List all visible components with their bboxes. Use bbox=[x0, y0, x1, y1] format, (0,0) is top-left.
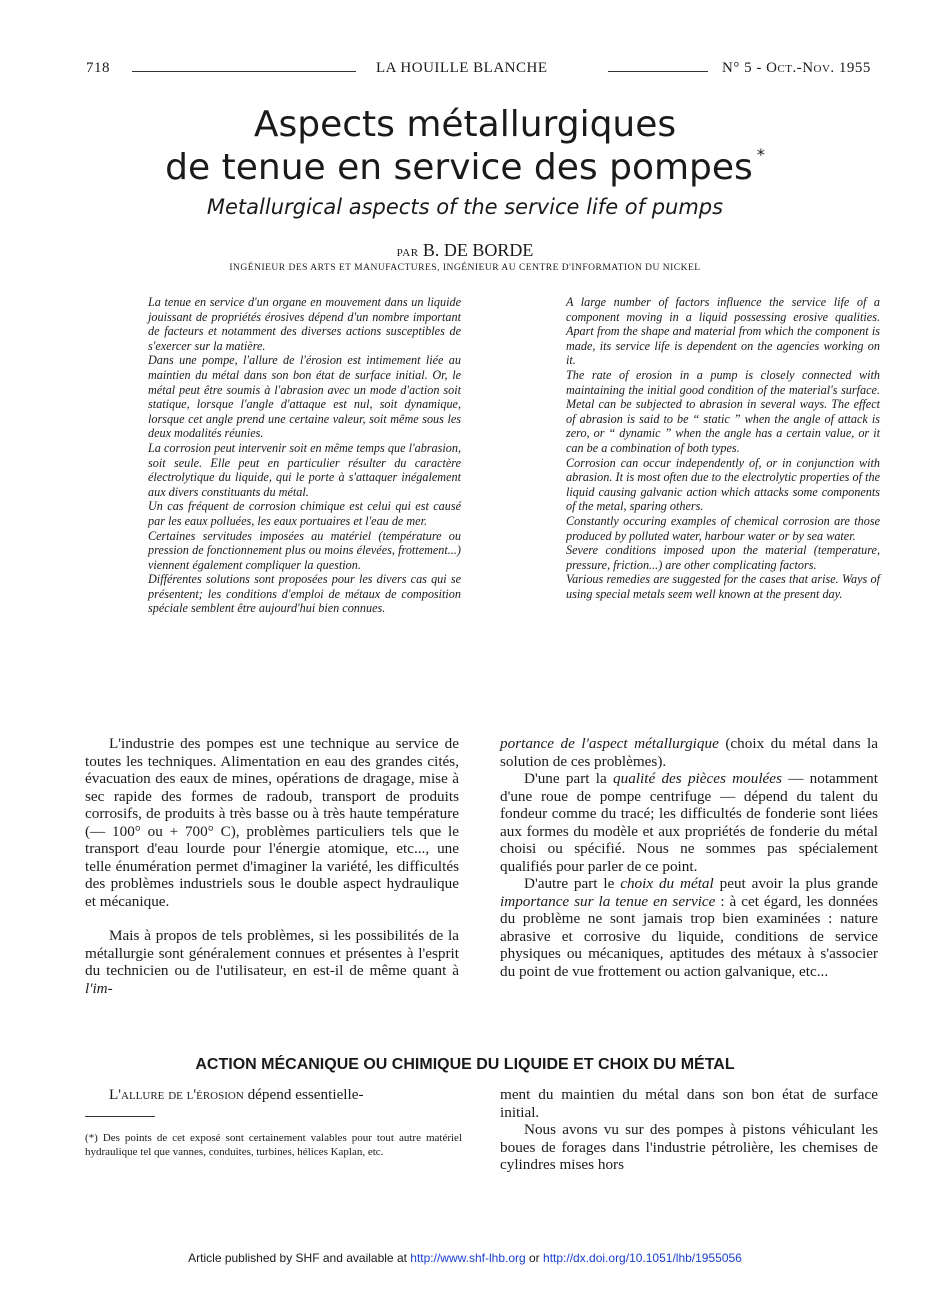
title-line-2 bbox=[0, 147, 930, 188]
abstract-en-paragraph: A large number of factors influence the service life of a component moving in a liquid possessing erosive qualities. Apart from the shape and material from which the component is made, its service life is dependent on the agencies working on it. bbox=[566, 295, 880, 368]
footer-prefix: Article published by SHF and available at bbox=[188, 1251, 411, 1265]
issue-info: N° 5 - Oct.-Nov. 1955 bbox=[722, 60, 871, 76]
section-heading: ACTION MÉCANIQUE OU CHIMIQUE DU LIQUIDE ET CHOIX DU MÉTAL bbox=[195, 1056, 735, 1073]
footer-middle: or bbox=[525, 1251, 544, 1265]
body-paragraph bbox=[500, 735, 878, 770]
abstract-en-paragraph: Severe conditions imposed upon the material (temperature, pressure, friction...) are other complicating factors. bbox=[566, 543, 880, 572]
english-title: Metallurgical aspects of the service life of pumps bbox=[206, 195, 724, 219]
abstract-fr-paragraph: Différentes solutions sont proposées pour les divers cas qui se présentent; les conditions d'emploi de métaux de composition spéciale semblent être aujourd'hui bien connues. bbox=[148, 572, 461, 616]
body-paragraph bbox=[85, 1086, 459, 1104]
abstract-fr-paragraph: Un cas fréquent de corrosion chimique est celui qui est causé par les eaux polluées, les eaux portuaires et l'eau de mer. bbox=[148, 499, 461, 528]
section-column-left bbox=[85, 1086, 459, 1104]
abstract-fr-paragraph: La tenue en service d'un organe en mouvement dans un liquide jouissant de propriétés érosives dépend d'un nombre important de facteurs et notamment des diverses actions susceptibles de s'exercer sur la matière. bbox=[148, 295, 461, 353]
body-text: (choix du métal dans la solution de ces problèmes). bbox=[500, 735, 878, 770]
footer-link-doi[interactable]: http://dx.doi.org/10.1051/lhb/1955056 bbox=[543, 1251, 742, 1265]
abstract-fr-paragraph: Dans une pompe, l'allure de l'érosion est intimement liée au maintien du métal dans son bon état de surface initial. Or, le métal peut être soumis à l'abrasion avec un mode d'action soit statique, lorsque l'angle d'attaque est nul, soit dynamique, lorsque cet angle prend une certaine valeur, soit même sous les deux modalités réunies. bbox=[148, 353, 461, 441]
footnote-rule bbox=[85, 1116, 155, 1117]
abstract-fr-paragraph: Certaines servitudes imposées au matériel (température ou pression de fonctionnement plus ou moins élevées, frottement...) viennent également compliquer la question. bbox=[148, 528, 461, 572]
page-number: 718 bbox=[86, 60, 110, 76]
body-italic-text: portance de l'aspect métallurgique bbox=[500, 735, 719, 752]
publication-footer bbox=[0, 1251, 930, 1265]
body-paragraph: Nous avons vu sur des pompes à pistons véhiculant les boues de forages dans l'industrie pétrolière, les chemises de cylindres mises hors bbox=[500, 1121, 878, 1173]
author-line bbox=[0, 240, 930, 261]
body-italic-text: importance sur la tenue en service bbox=[500, 892, 716, 910]
section-column-right bbox=[500, 1086, 878, 1174]
author-affiliation: INGÉNIEUR DES ARTS ET MANUFACTURES, INGÉNIEUR AU CENTRE D'INFORMATION DU NICKEL bbox=[229, 263, 701, 273]
body-text: peut avoir la plus grande bbox=[713, 875, 878, 892]
header-rule-left bbox=[132, 71, 356, 72]
abstract-en-paragraph: The rate of erosion in a pump is closely connected with maintaining the initial good condition of the material's surface. Metal can be subjected to abrasion in several ways. The effect of abrasion is said to be “ static ” when the angle of attack is zero, or “ dynamic ” when the angle has a certain value, or it can be a combination of both types. bbox=[566, 367, 880, 455]
author-name: B. DE BORDE bbox=[422, 240, 534, 260]
body-text: D'autre part le bbox=[524, 875, 621, 892]
footnote-text: (*) Des points de cet exposé sont certainement valables pour tout autre matériel hydraulique tel que vannes, conduites, turbines, hélices Kaplan, etc. bbox=[85, 1132, 462, 1158]
title-line-2-text: de tenue en service des pompes bbox=[165, 147, 753, 188]
body-text: D'une part la bbox=[524, 770, 613, 787]
body-text: : à cet égard, les données du problème ne sont jamais trop bien examinées : nature abrasive et corrosive du liquide, conditions de service physiques ou mécaniques, aptitudes des métaux à s'associer du point de vue frottement ou action galvanique, etc... bbox=[500, 892, 878, 980]
author-prefix: PAR bbox=[396, 247, 419, 259]
title-line-1: Aspects métallurgiques bbox=[253, 104, 677, 145]
abstract-french bbox=[148, 295, 461, 616]
title-asterisk: * bbox=[756, 145, 765, 164]
journal-name: LA HOUILLE BLANCHE bbox=[376, 60, 548, 76]
body-paragraph bbox=[85, 927, 459, 997]
abstract-en-paragraph: Corrosion can occur independently of, or in conjunction with abrasion. It is most often due to the electrolytic properties of the liquid causing galvanic action which attacks some components of the metal, sparing others. bbox=[566, 455, 880, 514]
body-column-left bbox=[85, 735, 459, 997]
body-paragraph: L'industrie des pompes est une technique au service de toutes les techniques. Alimentation en eau des grandes cités, évacuation des eaux de mines, opérations de dragage, mise à sec rapide des formes de radoub, transport de produits corrosifs, de produits à très basse ou à très haute température (— 100° ou + 700° C), problèmes particuliers tels que le transport d'eau lourde pour l'énergie atomique, etc..., une telle énumération permet d'imaginer la variété, les difficultés des problèmes industriels sous le double aspect hydraulique et mécanique. bbox=[85, 735, 459, 910]
abstract-fr-paragraph: La corrosion peut intervenir soit en même temps que l'abrasion, soit seule. Elle peut en particulier résulter du caractère électrolytique du liquide, qui le porte à s'attaquer inégalement aux divers constituants du métal. bbox=[148, 440, 461, 499]
body-italic-text: l'im- bbox=[85, 979, 113, 997]
footer-link-shf[interactable]: http://www.shf-lhb.org bbox=[410, 1251, 526, 1265]
abstract-english bbox=[566, 295, 880, 601]
body-italic-text: choix du métal bbox=[620, 875, 714, 892]
body-paragraph bbox=[500, 770, 878, 875]
footnote bbox=[85, 1131, 462, 1159]
body-column-right bbox=[500, 735, 878, 980]
body-text: dépend essentielle- bbox=[243, 1086, 364, 1103]
abstract-en-paragraph: Constantly occuring examples of chemical corrosion are those produced by polluted water, harbour water or by sea water. bbox=[566, 513, 880, 543]
body-paragraph: ment du maintien du métal dans son bon état de surface initial. bbox=[500, 1086, 878, 1121]
header-rule-right bbox=[608, 71, 708, 72]
body-text: Mais à propos de tels problèmes, si les possibilités de la métallurgie sont généralement connues et présentes à l'esprit du technicien ou de l'utilisateur, en est-il de même quant à bbox=[85, 927, 459, 979]
section-lead-in: L'allure de l'érosion bbox=[109, 1086, 244, 1103]
abstract-en-paragraph: Various remedies are suggested for the cases that arise. Ways of using special metals seem well known at the present day. bbox=[566, 572, 880, 601]
body-text: — notamment d'une roue de pompe centrifuge — dépend du talent du fondeur comme du tracé; les difficultés de fonderie sont liées aux formes du modèle et aux propriétés de fonderie du métal choisi ou spécifié. Nous ne sommes pas spécialement qualifiés pour parler de ce point. bbox=[500, 770, 878, 875]
body-paragraph bbox=[500, 875, 878, 980]
body-italic-text: qualité des pièces moulées bbox=[613, 770, 782, 787]
